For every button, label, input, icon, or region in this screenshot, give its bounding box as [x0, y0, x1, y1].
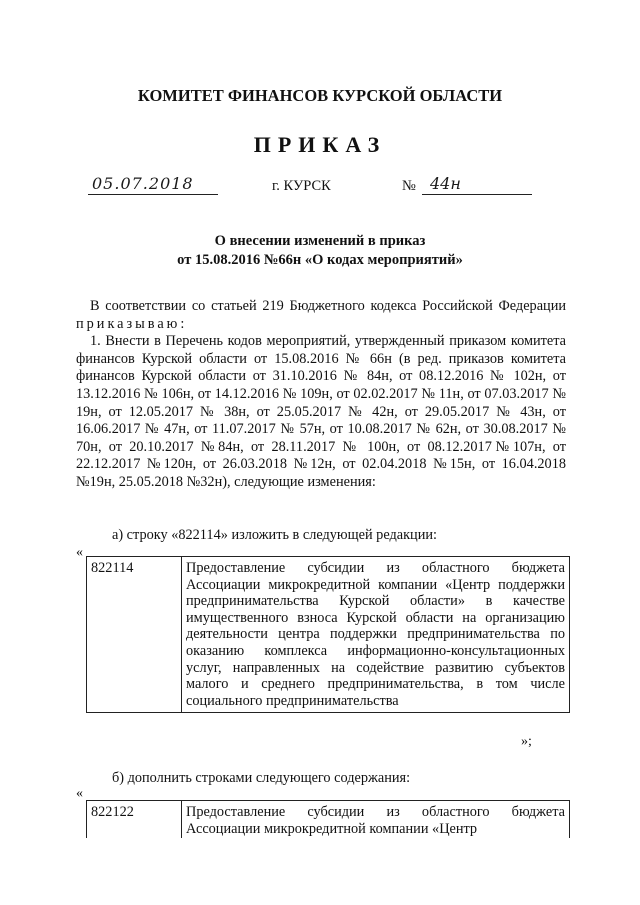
- table-row: [87, 801, 570, 841]
- order-word: приказываю:: [76, 315, 188, 332]
- point-1: 1. Внести в Перечень кодов мероприятий, утвержденный приказом комитета финансов Курской области от 15.08.2016 № 66н (в ред. приказов комитета финансов Курской области от 31.10.2016 № 84н, от 08.12.2016 № 102н, от 13.12.2016 № 106н, от 14.12.2016 № 109н, от 02.02.2017 № 11н, от 07.03.2017 № 19н, от 12.05.2017 № 38н, от 25.05.2017 № 42н, от 29.05.2017 № 43н, от 16.06.2017 № 47н, от 11.07.2017 № 57н, от 10.08.2017 № 62н, от 30.08.2017 № 70н, от 20.10.2017 №84н, от 28.11.2017 № 100н, от 08.12.2017№107н, от 22.12.2017 №120н, от 26.03.2018 №12н, от 02.04.2018 №15н, от 16.04.2018 №19н, 25.05.2018 №32н), следующие изменения:: [76, 333, 566, 490]
- item-a-close-quote: »;: [521, 734, 532, 749]
- row-description: Предоставление субсидии из областного бюджета Ассоциации микрокредитной компании «Центр поддержки предпринимательства Курской области» в качестве имущественного взноса Курской области на организацию деятельности центра поддержки предпринимательства по оказанию комплекса информационно-консультационных услуг, направленных на содействие развитию субъектов малого и среднего предпринимательства, в том числе социального предпринимательства: [182, 557, 570, 713]
- table-row: [87, 557, 570, 713]
- page-cutoff: [0, 838, 640, 905]
- preamble: [76, 298, 566, 333]
- item-b-open-quote: «: [76, 786, 83, 801]
- committee-heading: КОМИТЕТ ФИНАНСОВ КУРСКОЙ ОБЛАСТИ: [137, 86, 503, 105]
- item-a-text: а) строку «822114» изложить в следующей редакции:: [112, 527, 437, 543]
- subject-line-2: от 15.08.2016 №66н «О кодах мероприятий»: [177, 252, 463, 268]
- number-label: №: [402, 178, 416, 194]
- item-b-text: б) дополнить строками следующего содержания:: [112, 770, 411, 786]
- order-body: [76, 298, 566, 492]
- subject-line-1: О внесении изменений в приказ: [214, 233, 426, 249]
- city: г. КУРСК: [272, 178, 331, 194]
- order-subject: [0, 232, 640, 270]
- item-a-open-quote: «: [76, 545, 83, 560]
- row-description: Предоставление субсидии из областного бюджета Ассоциации микрокредитной компании «Центр: [182, 801, 570, 841]
- row-code: 822122: [87, 801, 182, 841]
- item-b-table: [86, 800, 570, 841]
- preamble-text: В соответствии со статьей 219 Бюджетного кодекса Российской Федерации: [90, 298, 566, 314]
- number-underline: [422, 194, 532, 195]
- date-underline: [88, 194, 218, 195]
- row-code: 822114: [87, 557, 182, 713]
- item-a-table: [86, 556, 570, 713]
- order-date: 05.07.2018: [92, 174, 194, 193]
- order-number: 44н: [430, 174, 461, 193]
- document-type-title: ПРИКАЗ: [253, 132, 387, 157]
